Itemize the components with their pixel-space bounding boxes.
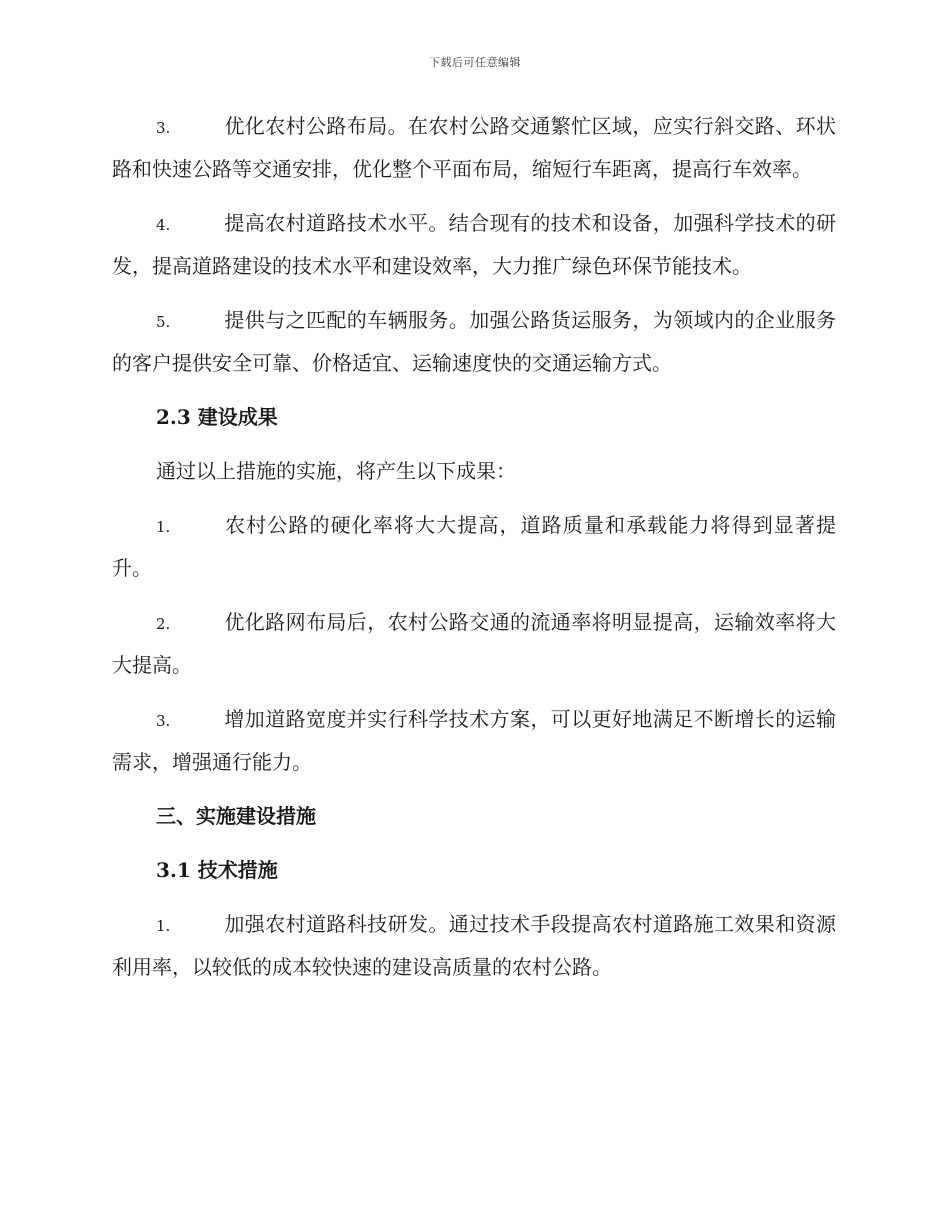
list-item: [112, 300, 836, 384]
list-item: [112, 505, 836, 589]
list-item: [112, 602, 836, 686]
list-item-text: 农村公路的硬化率将大大提高，道路质量和承载能力将得到显著提升。: [112, 513, 836, 580]
intro-paragraph: 通过以上措施的实施，将产生以下成果：: [156, 459, 516, 483]
list-item-number: 3.: [156, 712, 171, 730]
list-item: [112, 904, 836, 988]
list-item: [112, 106, 836, 190]
list-item-text: 优化路网布局后，农村公路交通的流通率将明显提高，运输效率将大大提高。: [112, 610, 836, 677]
chapter-heading-3: 三、实施建设措施: [156, 804, 316, 828]
section-heading-2-3: 2.3 建设成果: [156, 405, 278, 429]
document-body: [112, 106, 836, 1001]
list-item-text: 提高农村道路技术水平。结合现有的技术和设备，加强科学技术的研发，提高道路建设的技术水平和建设效率，大力推广绿色环保节能技术。: [112, 211, 836, 278]
list-item-number: 3.: [156, 119, 171, 137]
list-item: [112, 203, 836, 287]
section-heading-3-1: 3.1 技术措施: [156, 858, 278, 882]
list-item-text: 加强农村道路科技研发。通过技术手段提高农村道路施工效果和资源利用率，以较低的成本较快速的建设高质量的农村公路。: [112, 912, 836, 979]
list-item-number: 4.: [156, 216, 171, 234]
list-item-number: 1.: [156, 518, 171, 536]
list-item-number: 5.: [156, 313, 171, 331]
page-header: 下载后可任意编辑: [429, 56, 521, 69]
list-item-number: 2.: [156, 615, 171, 633]
list-item: [112, 699, 836, 783]
list-item-text: 增加道路宽度并实行科学技术方案，可以更好地满足不断增长的运输需求，增强通行能力。: [112, 707, 836, 774]
list-item-number: 1.: [156, 917, 171, 935]
list-item-text: 提供与之匹配的车辆服务。加强公路货运服务，为领域内的企业服务的客户提供安全可靠、价格适宜、运输速度快的交通运输方式。: [112, 308, 836, 375]
list-item-text: 优化农村公路布局。在农村公路交通繁忙区域，应实行斜交路、环状路和快速公路等交通安排，优化整个平面布局，缩短行车距离，提高行车效率。: [112, 114, 836, 181]
